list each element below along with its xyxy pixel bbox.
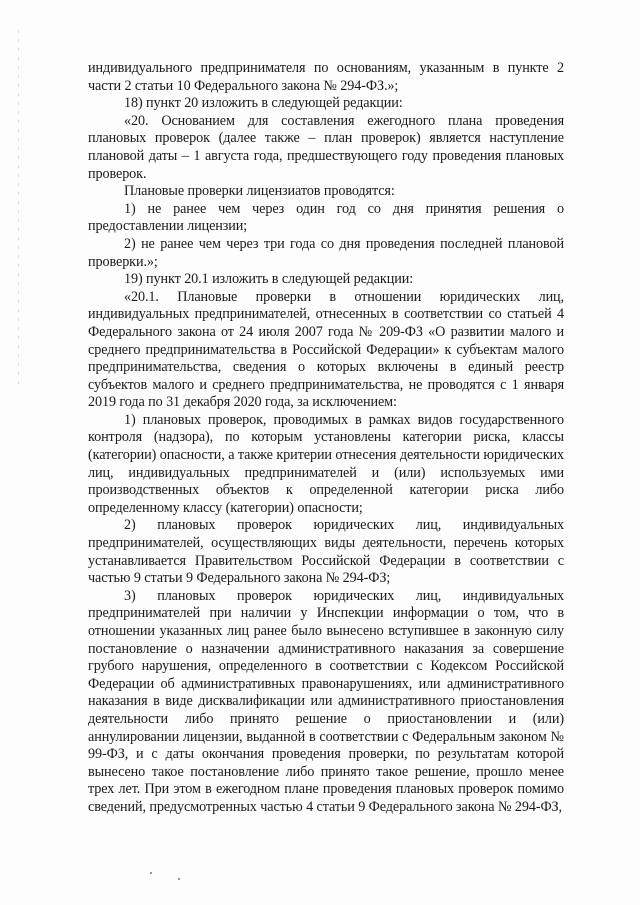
scan-speck: [178, 878, 180, 880]
paragraph-clause-20: «20. Основанием для составления ежегодного плана проведения плановых проверок (далее также – план проверок) является наступление плановой даты – 1 августа года, предшествующего году проведения плановых проверок.: [88, 112, 564, 182]
paragraph-clause-20-1: «20.1. Плановые проверки в отношении юридических лиц, индивидуальных предпринимателей, отнесенных в соответствии со статьей 4 Федерального закона от 24 июля 2007 года № 209-ФЗ «О развитии малого и среднего предпринимательства в Российской Федерации» к субъектам малого предпринимательства, сведения о которых включены в единый реестр субъектов малого и среднего предпринимательства, не проводятся с 1 января 2019 года по 31 декабря 2020 года, за исключением:: [88, 288, 564, 411]
paragraph-continuation: индивидуального предпринимателя по основаниям, указанным в пункте 2 части 2 статьи 10 Федерального закона № 294-ФЗ.»;: [88, 60, 564, 94]
paragraph-exception-2: 2) плановых проверок юридических лиц, индивидуальных предпринимателей, осуществляющих виды деятельности, перечень которых устанавливается Правительством Российской Федерации в соответствии с частью 9 статьи 9 Федерального закона № 294-ФЗ;: [88, 517, 564, 587]
paragraph-item-18: 18) пункт 20 изложить в следующей редакции:: [124, 95, 403, 112]
paragraph-exception-1: 1) плановых проверок, проводимых в рамках видов государственного контроля (надзора), по которым установлены категории риска, классы (категории) опасности, а также критерии отнесения деятельности юридических лиц, индивидуальных предпринимателей и (или) используемых ими производственных объектов к определенной категории риска либо определенному классу (категории) опасности;: [88, 411, 564, 516]
paragraph-licensee-item-2: 2) не ранее чем через три года со дня проведения последней плановой проверки.»;: [88, 235, 564, 270]
paragraph-licensee-item-1: 1) не ранее чем через один год со дня принятия решения о предоставлении лицензии;: [88, 200, 564, 235]
paragraph-exception-3: 3) плановых проверок юридических лиц, индивидуальных предпринимателей при наличии у Инспекции информации о том, что в отношении указанных лиц ранее было вынесено вступившее в законную силу постановление о назначении административного наказания за совершение грубого нарушения, определенного в соответствии с Кодексом Российской Федерации об административных правонарушениях, или административного наказания в виде дисквалификации или административного приостановления деятельности либо принято решение о приостановлении и (или) аннулировании лицензии, выданной в соответствии с Федеральным законом № 99-ФЗ, и с даты окончания проведения проверки, по результатам которой вынесено такое постановление либо принято такое решение, прошло менее трех лет. При этом в ежегодном плане проведения плановых проверок помимо сведений, предусмотренных частью 4 статьи 9 Федерального закона № 294-ФЗ,: [88, 587, 564, 815]
paragraph-licensee-inspections: Плановые проверки лицензиатов проводятся:: [124, 183, 395, 200]
document-body: [88, 60, 564, 817]
paragraph-item-19: 19) пункт 20.1 изложить в следующей редакции:: [124, 271, 414, 288]
scan-edge-artifact: [18, 30, 19, 390]
scan-speck: [150, 872, 152, 874]
